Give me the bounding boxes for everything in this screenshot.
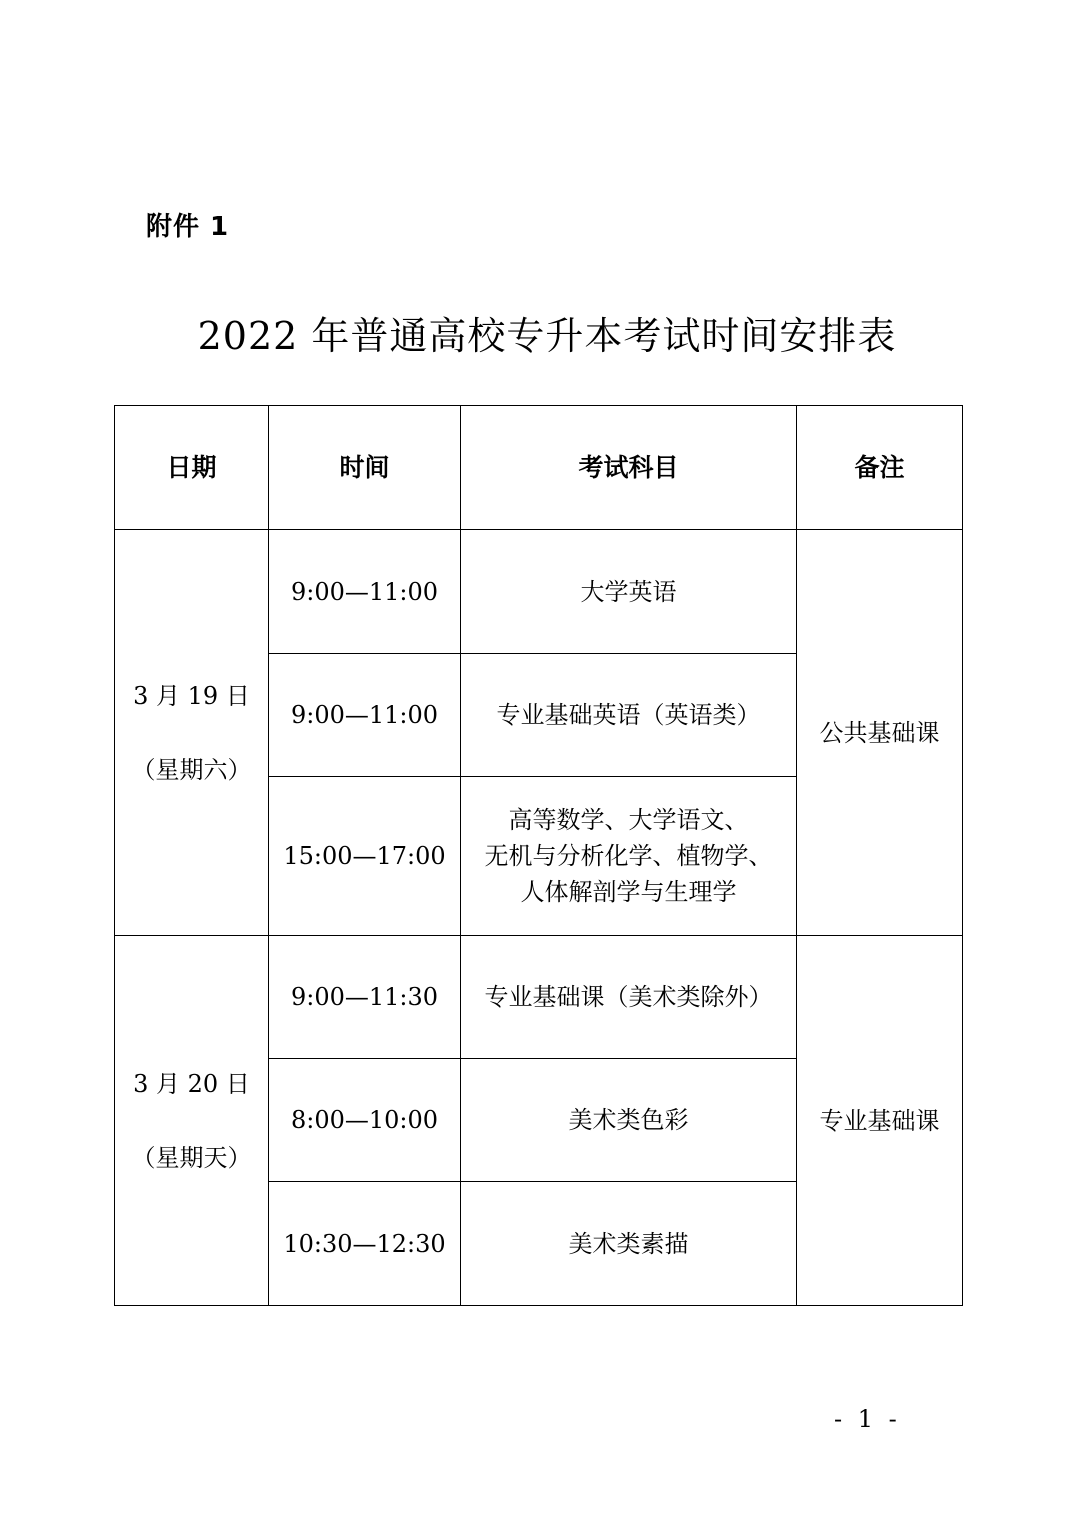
- table-row: [115, 936, 963, 1059]
- header-date: 日期: [115, 406, 269, 530]
- subject-cell: 大学英语: [461, 530, 797, 654]
- time-cell: 10:30—12:30: [269, 1182, 461, 1306]
- weekday-text: （星期六）: [131, 755, 252, 784]
- document-title: 2022 年普通高校专升本考试时间安排表: [197, 314, 897, 358]
- date-cell: [115, 936, 269, 1306]
- time-cell: 9:00—11:30: [269, 936, 461, 1059]
- header-subject: 考试科目: [461, 406, 797, 530]
- header-note: 备注: [797, 406, 963, 530]
- subject-cell: 美术类素描: [461, 1182, 797, 1306]
- weekday-text: （星期天）: [131, 1143, 252, 1172]
- exam-schedule-table: [114, 405, 963, 1306]
- time-cell: 8:00—10:00: [269, 1059, 461, 1182]
- time-cell: 15:00—17:00: [269, 777, 461, 936]
- note-cell: 专业基础课: [797, 936, 963, 1306]
- subject-cell: [461, 777, 797, 936]
- table-row: [115, 530, 963, 654]
- subject-line: 无机与分析化学、植物学、: [484, 842, 773, 870]
- date-text: 3 月 19 日: [133, 681, 250, 710]
- note-cell: 公共基础课: [797, 530, 963, 936]
- header-time: 时间: [269, 406, 461, 530]
- page-number: - 1 -: [834, 1405, 901, 1433]
- subject-cell: 专业基础课（美术类除外）: [461, 936, 797, 1059]
- time-cell: 9:00—11:00: [269, 654, 461, 777]
- subject-line: 人体解剖学与生理学: [520, 878, 737, 906]
- date-cell: [115, 530, 269, 936]
- attachment-label: 附件 1: [146, 212, 230, 242]
- subject-line: 高等数学、大学语文、: [508, 806, 749, 834]
- date-text: 3 月 20 日: [133, 1069, 250, 1098]
- time-cell: 9:00—11:00: [269, 530, 461, 654]
- subject-cell: 美术类色彩: [461, 1059, 797, 1182]
- table-header-row: [115, 406, 963, 530]
- subject-cell: 专业基础英语（英语类）: [461, 654, 797, 777]
